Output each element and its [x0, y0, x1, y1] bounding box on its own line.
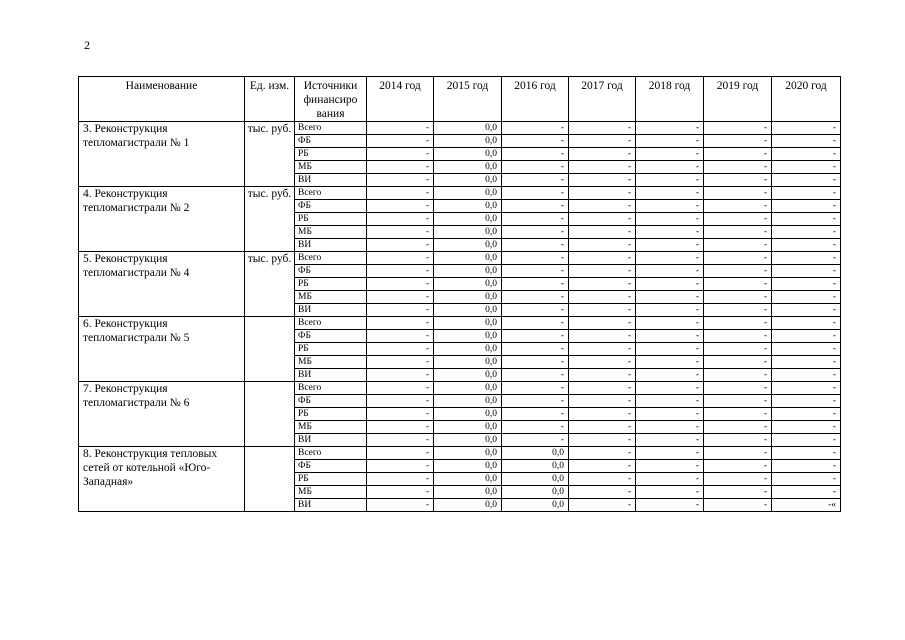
year-value: - [772, 330, 841, 343]
year-value: - [367, 330, 434, 343]
year-value: 0,0 [434, 395, 502, 408]
year-value: - [704, 356, 772, 369]
year-value: - [367, 135, 434, 148]
year-value: - [704, 304, 772, 317]
year-value: - [502, 395, 569, 408]
year-value: - [772, 343, 841, 356]
year-value: - [502, 317, 569, 330]
year-value: - [772, 473, 841, 486]
funding-source: ФБ [295, 330, 367, 343]
item-unit: тыс. руб. [245, 252, 295, 317]
year-value: - [636, 473, 704, 486]
year-value: 0,0 [434, 499, 502, 512]
year-value: - [569, 421, 636, 434]
year-value: 0,0 [502, 460, 569, 473]
year-value: - [502, 408, 569, 421]
year-value: -« [772, 499, 841, 512]
year-value: - [367, 226, 434, 239]
year-value: - [704, 161, 772, 174]
year-value: - [502, 278, 569, 291]
year-value: - [569, 213, 636, 226]
item-unit [245, 382, 295, 447]
year-value: 0,0 [434, 122, 502, 135]
year-value: - [704, 408, 772, 421]
year-value: - [704, 174, 772, 187]
funding-source: Всего [295, 317, 367, 330]
year-value: - [367, 421, 434, 434]
year-value: - [569, 122, 636, 135]
year-value: - [636, 148, 704, 161]
year-value: - [367, 447, 434, 460]
year-value: - [569, 174, 636, 187]
year-value: - [636, 161, 704, 174]
funding-source: ФБ [295, 265, 367, 278]
year-value: - [704, 122, 772, 135]
year-value: - [502, 291, 569, 304]
year-value: - [569, 200, 636, 213]
header-year: 2018 год [636, 77, 704, 122]
year-value: - [367, 174, 434, 187]
year-value: - [569, 226, 636, 239]
page-number: 2 [84, 38, 90, 52]
year-value: - [772, 278, 841, 291]
year-value: - [502, 174, 569, 187]
year-value: - [704, 473, 772, 486]
year-value: - [772, 226, 841, 239]
year-value: - [502, 200, 569, 213]
year-value: - [367, 408, 434, 421]
year-value: 0,0 [434, 265, 502, 278]
year-value: - [704, 226, 772, 239]
item-name: 3. Реконструкция тепломагистрали № 1 [79, 122, 245, 187]
year-value: - [502, 135, 569, 148]
year-value: - [772, 369, 841, 382]
year-value: - [367, 252, 434, 265]
year-value: - [636, 343, 704, 356]
year-value: - [772, 239, 841, 252]
year-value: - [704, 395, 772, 408]
year-value: - [367, 317, 434, 330]
year-value: - [569, 252, 636, 265]
year-value: - [367, 434, 434, 447]
year-value: - [636, 330, 704, 343]
year-value: - [704, 330, 772, 343]
year-value: - [367, 148, 434, 161]
year-value: - [772, 187, 841, 200]
table-row [79, 122, 841, 135]
year-value: - [569, 356, 636, 369]
year-value: - [569, 330, 636, 343]
year-value: - [569, 343, 636, 356]
year-value: - [502, 382, 569, 395]
year-value: 0,0 [434, 278, 502, 291]
year-value: - [367, 304, 434, 317]
year-value: 0,0 [434, 226, 502, 239]
item-name: 4. Реконструкция тепломагистрали № 2 [79, 187, 245, 252]
year-value: - [502, 161, 569, 174]
year-value: - [772, 317, 841, 330]
funding-source: ВИ [295, 434, 367, 447]
year-value: - [569, 460, 636, 473]
funding-source: МБ [295, 291, 367, 304]
year-value: 0,0 [434, 408, 502, 421]
header-year: 2015 год [434, 77, 502, 122]
year-value: - [569, 187, 636, 200]
year-value: - [636, 135, 704, 148]
year-value: 0,0 [434, 421, 502, 434]
year-value: - [772, 395, 841, 408]
year-value: - [502, 421, 569, 434]
year-value: - [367, 291, 434, 304]
year-value: - [569, 447, 636, 460]
year-value: 0,0 [434, 434, 502, 447]
year-value: 0,0 [502, 486, 569, 499]
year-value: 0,0 [434, 317, 502, 330]
year-value: 0,0 [434, 252, 502, 265]
year-value: - [772, 148, 841, 161]
year-value: 0,0 [434, 239, 502, 252]
table-row [79, 447, 841, 460]
year-value: - [367, 200, 434, 213]
funding-source: Всего [295, 447, 367, 460]
year-value: - [502, 187, 569, 200]
table-row [79, 382, 841, 395]
year-value: - [569, 304, 636, 317]
year-value: - [704, 148, 772, 161]
year-value: - [636, 200, 704, 213]
year-value: - [772, 122, 841, 135]
year-value: - [704, 486, 772, 499]
year-value: - [367, 278, 434, 291]
funding-source: РБ [295, 343, 367, 356]
year-value: - [367, 473, 434, 486]
funding-source: ВИ [295, 369, 367, 382]
year-value: - [367, 213, 434, 226]
table-row [79, 252, 841, 265]
year-value: 0,0 [434, 213, 502, 226]
table-row [79, 317, 841, 330]
year-value: - [569, 473, 636, 486]
year-value: - [704, 421, 772, 434]
year-value: - [569, 291, 636, 304]
year-value: - [704, 187, 772, 200]
year-value: - [569, 499, 636, 512]
funding-source: Всего [295, 252, 367, 265]
year-value: - [704, 499, 772, 512]
funding-source: МБ [295, 356, 367, 369]
year-value: - [636, 187, 704, 200]
funding-source: РБ [295, 148, 367, 161]
funding-source: ФБ [295, 135, 367, 148]
year-value: 0,0 [434, 330, 502, 343]
year-value: - [367, 499, 434, 512]
year-value: - [772, 135, 841, 148]
year-value: - [502, 252, 569, 265]
year-value: - [502, 434, 569, 447]
year-value: - [636, 265, 704, 278]
year-value: - [569, 278, 636, 291]
year-value: - [772, 291, 841, 304]
year-value: - [636, 382, 704, 395]
header-unit: Ед. изм. [245, 77, 295, 122]
year-value: - [772, 200, 841, 213]
year-value: - [704, 447, 772, 460]
funding-source: ВИ [295, 239, 367, 252]
year-value: - [772, 304, 841, 317]
funding-source: МБ [295, 226, 367, 239]
year-value: - [502, 226, 569, 239]
year-value: 0,0 [502, 499, 569, 512]
year-value: - [502, 343, 569, 356]
year-value: - [772, 265, 841, 278]
item-name: 8. Реконструкция тепловых сетей от котельной «Юго-Западная» [79, 447, 245, 512]
year-value: - [636, 291, 704, 304]
year-value: - [772, 252, 841, 265]
year-value: - [502, 304, 569, 317]
year-value: - [636, 421, 704, 434]
year-value: - [367, 382, 434, 395]
year-value: 0,0 [434, 486, 502, 499]
year-value: - [772, 356, 841, 369]
year-value: - [704, 369, 772, 382]
year-value: - [367, 187, 434, 200]
year-value: - [636, 447, 704, 460]
header-row [79, 77, 841, 122]
year-value: - [636, 486, 704, 499]
year-value: - [704, 239, 772, 252]
year-value: 0,0 [434, 460, 502, 473]
header-year: 2017 год [569, 77, 636, 122]
funding-source: Всего [295, 187, 367, 200]
year-value: - [569, 239, 636, 252]
table-row [79, 187, 841, 200]
year-value: - [367, 122, 434, 135]
year-value: - [704, 200, 772, 213]
year-value: - [569, 135, 636, 148]
year-value: - [772, 421, 841, 434]
funding-source: ФБ [295, 460, 367, 473]
year-value: - [367, 486, 434, 499]
year-value: - [636, 434, 704, 447]
item-unit [245, 317, 295, 382]
item-name: 6. Реконструкция тепломагистрали № 5 [79, 317, 245, 382]
year-value: - [704, 135, 772, 148]
year-value: - [502, 213, 569, 226]
year-value: - [704, 213, 772, 226]
year-value: - [772, 213, 841, 226]
year-value: - [704, 382, 772, 395]
year-value: - [569, 486, 636, 499]
year-value: - [569, 395, 636, 408]
year-value: - [636, 460, 704, 473]
year-value: - [772, 161, 841, 174]
item-name: 7. Реконструкция тепломагистрали № 6 [79, 382, 245, 447]
year-value: - [772, 486, 841, 499]
year-value: - [569, 148, 636, 161]
year-value: - [772, 408, 841, 421]
funding-source: ВИ [295, 304, 367, 317]
year-value: - [569, 369, 636, 382]
year-value: - [569, 408, 636, 421]
year-value: 0,0 [434, 200, 502, 213]
year-value: - [636, 174, 704, 187]
year-value: 0,0 [502, 447, 569, 460]
year-value: - [367, 239, 434, 252]
year-value: - [502, 239, 569, 252]
year-value: - [636, 304, 704, 317]
funding-source: РБ [295, 408, 367, 421]
year-value: - [636, 408, 704, 421]
year-value: 0,0 [434, 148, 502, 161]
year-value: - [636, 499, 704, 512]
year-value: - [569, 317, 636, 330]
year-value: - [636, 122, 704, 135]
header-year: 2014 год [367, 77, 434, 122]
year-value: - [704, 460, 772, 473]
year-value: - [636, 213, 704, 226]
year-value: - [704, 265, 772, 278]
year-value: - [636, 252, 704, 265]
year-value: 0,0 [434, 135, 502, 148]
year-value: - [502, 369, 569, 382]
funding-source: ФБ [295, 395, 367, 408]
year-value: - [367, 161, 434, 174]
item-unit [245, 447, 295, 512]
year-value: 0,0 [434, 382, 502, 395]
year-value: - [367, 265, 434, 278]
funding-source: ВИ [295, 499, 367, 512]
year-value: - [704, 278, 772, 291]
year-value: - [367, 460, 434, 473]
funding-source: ВИ [295, 174, 367, 187]
funding-source: Всего [295, 382, 367, 395]
year-value: - [502, 356, 569, 369]
header-name: Наименование [79, 77, 245, 122]
header-sources: Источники финансиро вания [295, 77, 367, 122]
year-value: - [367, 395, 434, 408]
funding-source: МБ [295, 421, 367, 434]
year-value: - [704, 252, 772, 265]
financing-table [78, 76, 841, 512]
year-value: - [772, 434, 841, 447]
year-value: - [569, 265, 636, 278]
year-value: - [502, 148, 569, 161]
funding-source: ФБ [295, 200, 367, 213]
item-unit: тыс. руб. [245, 122, 295, 187]
funding-source: РБ [295, 278, 367, 291]
year-value: - [704, 291, 772, 304]
year-value: - [772, 447, 841, 460]
year-value: - [636, 317, 704, 330]
year-value: 0,0 [434, 304, 502, 317]
year-value: - [636, 278, 704, 291]
year-value: - [636, 239, 704, 252]
year-value: 0,0 [434, 174, 502, 187]
year-value: - [502, 330, 569, 343]
year-value: 0,0 [434, 447, 502, 460]
year-value: 0,0 [434, 356, 502, 369]
header-year: 2020 год [772, 77, 841, 122]
header-year: 2019 год [704, 77, 772, 122]
year-value: 0,0 [502, 473, 569, 486]
year-value: 0,0 [434, 187, 502, 200]
year-value: - [636, 369, 704, 382]
year-value: - [367, 369, 434, 382]
year-value: - [502, 122, 569, 135]
year-value: 0,0 [434, 343, 502, 356]
year-value: - [772, 460, 841, 473]
year-value: - [367, 356, 434, 369]
item-name: 5. Реконструкция тепломагистрали № 4 [79, 252, 245, 317]
header-year: 2016 год [502, 77, 569, 122]
year-value: - [569, 434, 636, 447]
year-value: - [367, 343, 434, 356]
funding-source: МБ [295, 486, 367, 499]
year-value: - [636, 395, 704, 408]
year-value: - [772, 174, 841, 187]
year-value: - [704, 343, 772, 356]
year-value: 0,0 [434, 369, 502, 382]
year-value: 0,0 [434, 161, 502, 174]
funding-source: РБ [295, 473, 367, 486]
year-value: - [502, 265, 569, 278]
table-body [79, 122, 841, 512]
year-value: - [636, 226, 704, 239]
funding-source: РБ [295, 213, 367, 226]
funding-source: МБ [295, 161, 367, 174]
funding-source: Всего [295, 122, 367, 135]
item-unit: тыс. руб. [245, 187, 295, 252]
year-value: - [636, 356, 704, 369]
year-value: - [704, 434, 772, 447]
year-value: - [704, 317, 772, 330]
year-value: - [569, 382, 636, 395]
year-value: - [569, 161, 636, 174]
year-value: - [772, 382, 841, 395]
year-value: 0,0 [434, 291, 502, 304]
year-value: 0,0 [434, 473, 502, 486]
